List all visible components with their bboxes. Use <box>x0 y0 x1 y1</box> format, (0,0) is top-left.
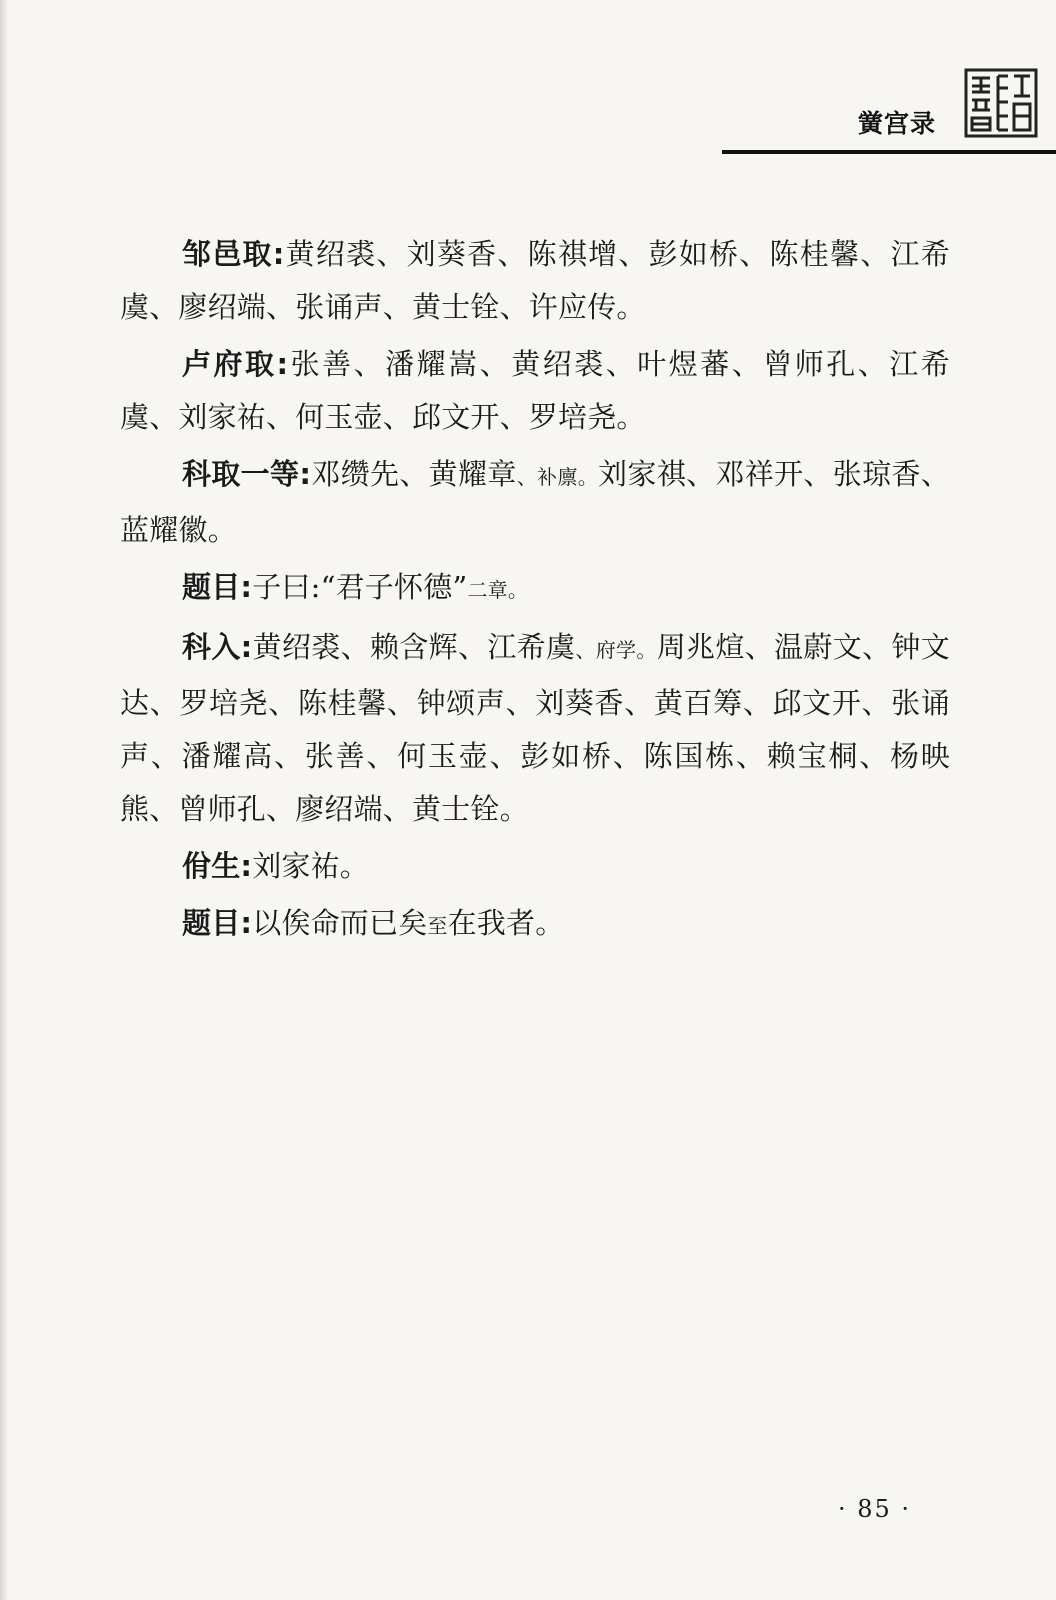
paragraph-label: 卢府取: <box>182 347 289 381</box>
seal-stamp-icon <box>964 68 1038 138</box>
paragraph-note: 二章。 <box>467 578 529 602</box>
paragraph-keru <box>120 621 950 836</box>
paragraph-label: 佾生: <box>182 849 253 883</box>
paragraph-yisheng <box>120 840 950 893</box>
paragraph-label: 题目: <box>182 570 253 604</box>
paragraph-label: 题目: <box>182 906 253 940</box>
paragraph-text: 刘家祐。 <box>252 849 370 883</box>
paragraph-timu-2 <box>120 897 950 953</box>
paragraph-label: 科入: <box>182 630 253 664</box>
paragraph-timu-1 <box>120 561 950 617</box>
paragraph-zouyi <box>120 228 950 334</box>
paragraph-text: 邓缵先、黄耀章 <box>311 457 517 491</box>
paragraph-label: 科取一等: <box>182 457 312 491</box>
paragraph-text-continued: 周兆煊、温蔚文、钟文达、罗培尧、陈桂馨、钟颂声、刘葵香、黄百筹、邱文开、张诵声、潘耀高、张善、何玉壶、彭如桥、陈国栋、赖宝桐、杨映熊、曾师孔、廖绍端、黄士铨。 <box>120 630 950 826</box>
paragraph-note: 、补廪。 <box>516 465 599 489</box>
paragraph-text-continued: 在我者。 <box>447 906 565 940</box>
page-edge-shadow <box>0 0 8 1600</box>
paragraph-keqi <box>120 448 950 557</box>
page-number: · 85 · <box>837 1495 911 1523</box>
paragraph-text: 黄绍裘、刘葵香、陈祺增、彭如桥、陈桂馨、江希虞、廖绍端、张诵声、黄士铨、许应传。 <box>120 237 950 324</box>
header-rule <box>722 150 1056 154</box>
paragraph-lufu <box>120 338 950 444</box>
paragraph-note: 至 <box>427 914 448 938</box>
paragraph-text: 以俟命而已矣 <box>252 906 428 940</box>
paragraph-text: 黄绍裘、赖含辉、江希虞 <box>252 630 576 664</box>
paragraph-note: 、府学。 <box>575 638 657 662</box>
paragraph-label: 邹邑取: <box>182 237 285 271</box>
running-head-title: 黉宫录 <box>857 109 936 138</box>
paragraph-text: 张善、潘耀嵩、黄绍裘、叶煜蕃、曾师孔、江希虞、刘家祐、何玉壶、邱文开、罗培尧。 <box>120 347 950 434</box>
paragraph-text-continued: 刘家祺、邓祥开、张琼香、蓝耀徽。 <box>120 457 950 547</box>
paragraph-text: 子曰:“君子怀德” <box>252 570 468 604</box>
body-text <box>120 228 950 957</box>
